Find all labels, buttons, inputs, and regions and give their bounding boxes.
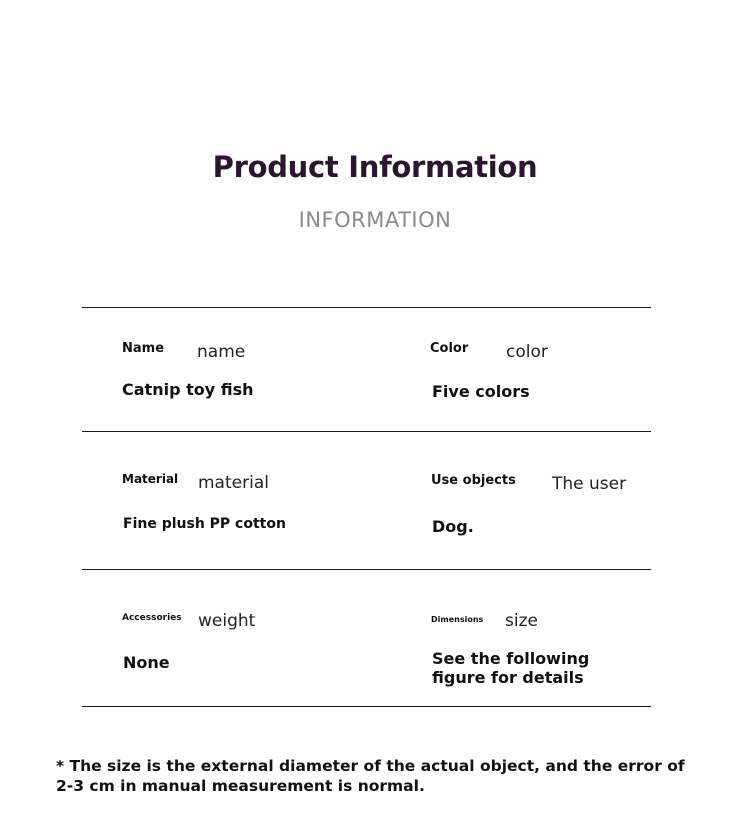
dimensions-label-en: size: [505, 611, 538, 631]
name-label: Name: [122, 341, 165, 356]
dimensions-value-line-2: figure for details: [432, 668, 584, 687]
table-divider-1: [82, 431, 651, 432]
color-label-en: color: [506, 342, 548, 362]
use-objects-label: Use objects: [431, 473, 516, 488]
table-divider-bottom: [82, 706, 651, 707]
dimensions-label: Dimensions: [431, 615, 484, 624]
use-objects-value: Dog.: [432, 517, 474, 536]
accessories-label-en: weight: [198, 611, 256, 631]
page-subtitle: INFORMATION: [298, 208, 452, 232]
color-value: Five colors: [432, 382, 530, 401]
accessories-label: Accessories: [122, 613, 182, 623]
material-label-en: material: [198, 473, 269, 493]
page-title: Product Information: [212, 150, 538, 184]
name-value: Catnip toy fish: [122, 380, 254, 399]
name-label-en: name: [197, 342, 246, 362]
dimensions-value-line-1: See the following: [432, 649, 590, 668]
use-objects-label-en: The user: [552, 474, 627, 494]
color-label: Color: [430, 341, 469, 356]
size-footnote: * The size is the external diameter of the actual object, and the error of 2-3 cm in manual measurement is normal.: [56, 757, 685, 795]
material-value: Fine plush PP cotton: [123, 516, 286, 532]
accessories-value: None: [123, 653, 170, 672]
table-divider-top: [82, 307, 651, 308]
material-label: Material: [122, 472, 179, 486]
table-divider-2: [82, 569, 651, 570]
